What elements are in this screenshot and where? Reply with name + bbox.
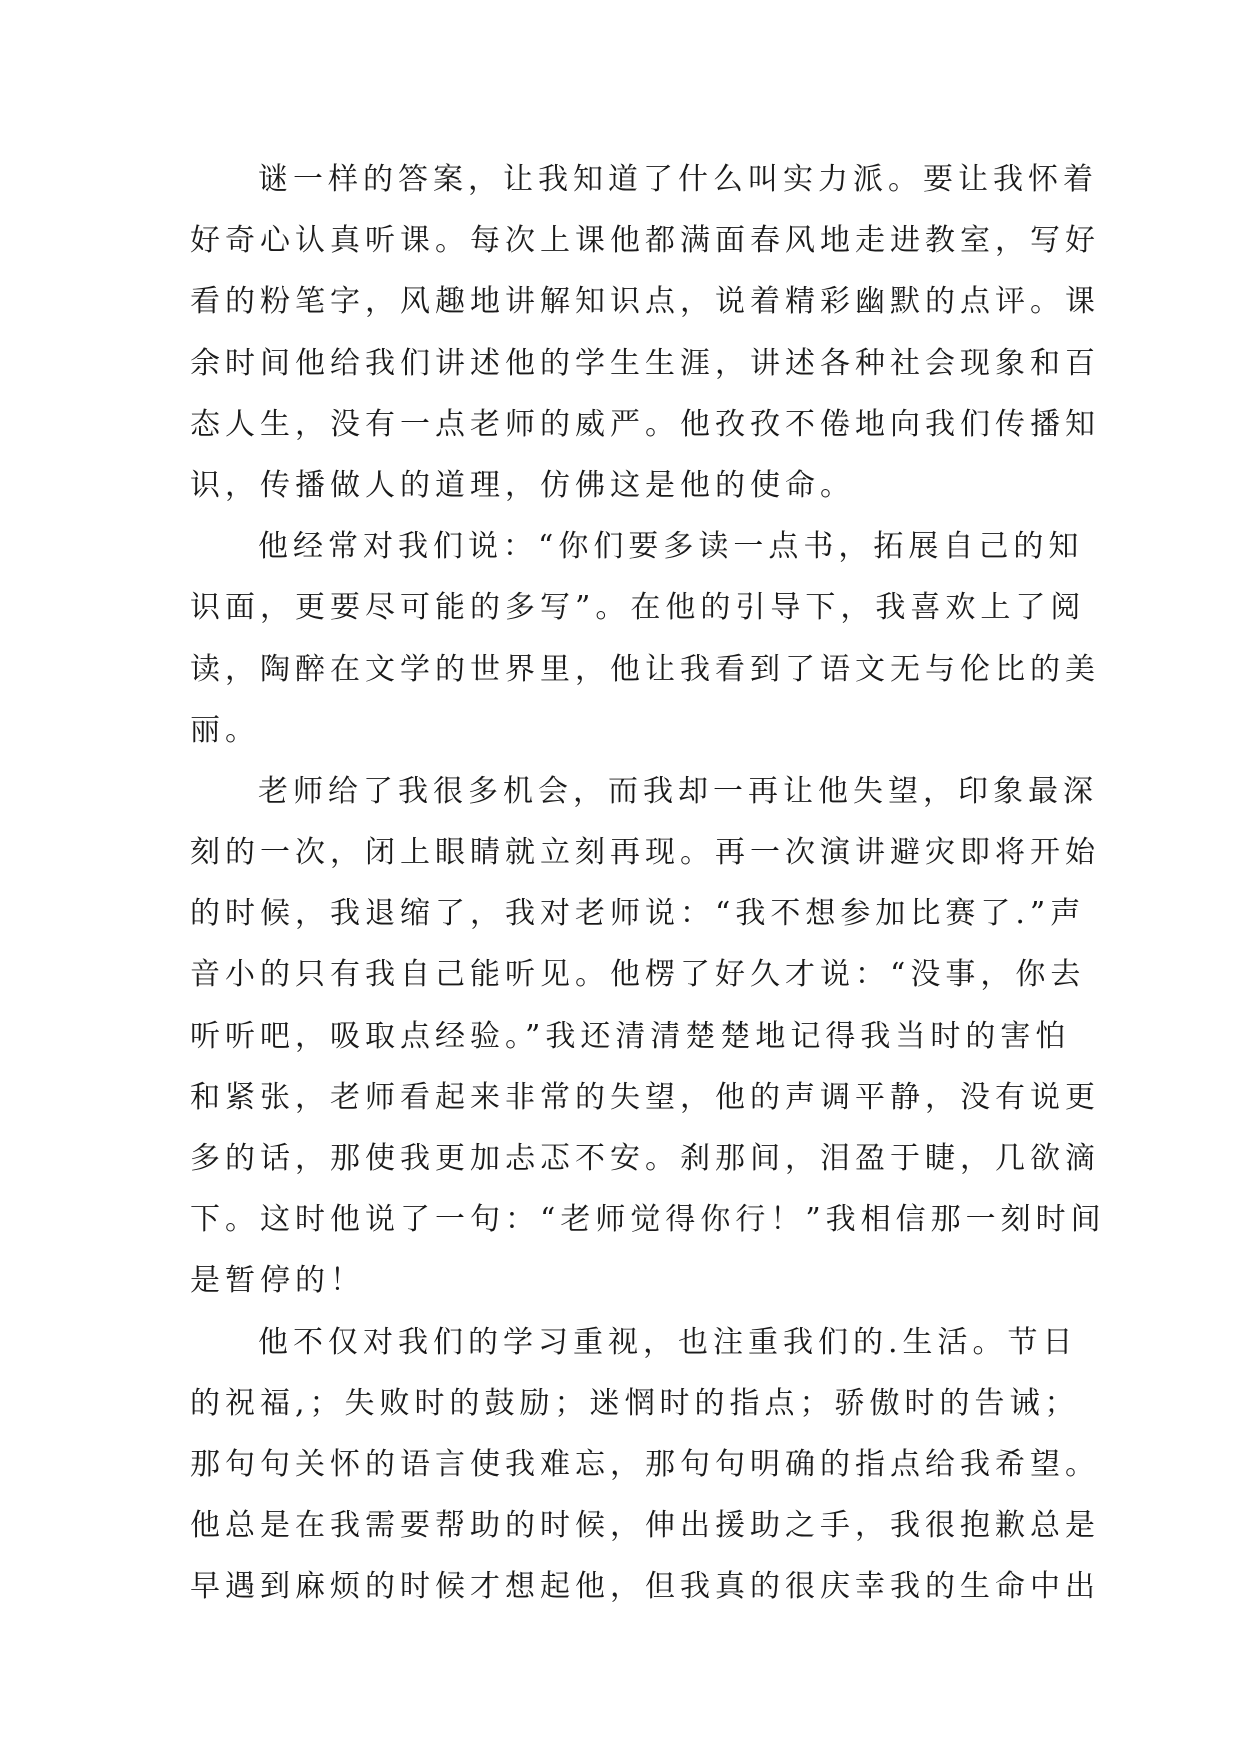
text-line: 老师给了我很多机会，而我却一再让他失望，印象最深 bbox=[258, 773, 1098, 809]
text-line: 识面，更要尽可能的多写”。在他的引导下，我喜欢上了阅 bbox=[190, 590, 1086, 626]
essay-body bbox=[190, 158, 1106, 1627]
text-line: 刻的一次，闭上眼睛就立刻再现。再一次演讲避灾即将开始 bbox=[190, 835, 1100, 871]
text-line: 他总是在我需要帮助的时候，伸出援助之手，我很抱歉总是 bbox=[190, 1508, 1100, 1544]
text-line: 那句句关怀的语言使我难忘，那句句明确的指点给我希望。 bbox=[190, 1446, 1100, 1482]
text-line: 余时间他给我们讲述他的学生生涯，讲述各种社会现象和百 bbox=[190, 345, 1100, 381]
text-line: 看的粉笔字，风趣地讲解知识点，说着精彩幽默的点评。课 bbox=[190, 284, 1100, 320]
text-line: 和紧张，老师看起来非常的失望，他的声调平静，没有说更 bbox=[190, 1079, 1100, 1115]
text-line: 是暂停的！ bbox=[190, 1263, 365, 1299]
text-line: 读，陶醉在文学的世界里，他让我看到了语文无与伦比的美 bbox=[190, 651, 1100, 687]
text-line: 识，传播做人的道理，仿佛这是他的使命。 bbox=[190, 467, 855, 503]
text-line: 听听吧，吸取点经验。”我还清清楚楚地记得我当时的害怕 bbox=[190, 1018, 1071, 1054]
text-line: 的时候，我退缩了，我对老师说：“我不想参加比赛了.”声 bbox=[190, 896, 1086, 932]
text-line: 丽。 bbox=[190, 712, 260, 748]
text-line: 谜一样的答案，让我知道了什么叫实力派。要让我怀着 bbox=[258, 162, 1098, 197]
text-line: 他经常对我们说：“你们要多读一点书，拓展自己的知 bbox=[258, 529, 1084, 565]
text-line: 的祝福,；失败时的鼓励；迷惘时的指点；骄傲时的告诫； bbox=[190, 1385, 1080, 1421]
text-line: 早遇到麻烦的时候才想起他，但我真的很庆幸我的生命中出 bbox=[190, 1569, 1100, 1605]
text-line: 下。这时他说了一句：“老师觉得你行！”我相信那一刻时间 bbox=[190, 1202, 1106, 1238]
text-line: 好奇心认真听课。每次上课他都满面春风地走进教室，写好 bbox=[190, 223, 1100, 259]
text-line: 音小的只有我自己能听见。他楞了好久才说：“没事，你去 bbox=[190, 957, 1086, 993]
text-line: 态人生，没有一点老师的威严。他孜孜不倦地向我们传播知 bbox=[190, 406, 1100, 442]
text-line: 他不仅对我们的学习重视，也注重我们的.生活。节日 bbox=[258, 1324, 1078, 1360]
text-line: 多的话，那使我更加忐忑不安。刹那间，泪盈于睫，几欲滴 bbox=[190, 1141, 1100, 1176]
